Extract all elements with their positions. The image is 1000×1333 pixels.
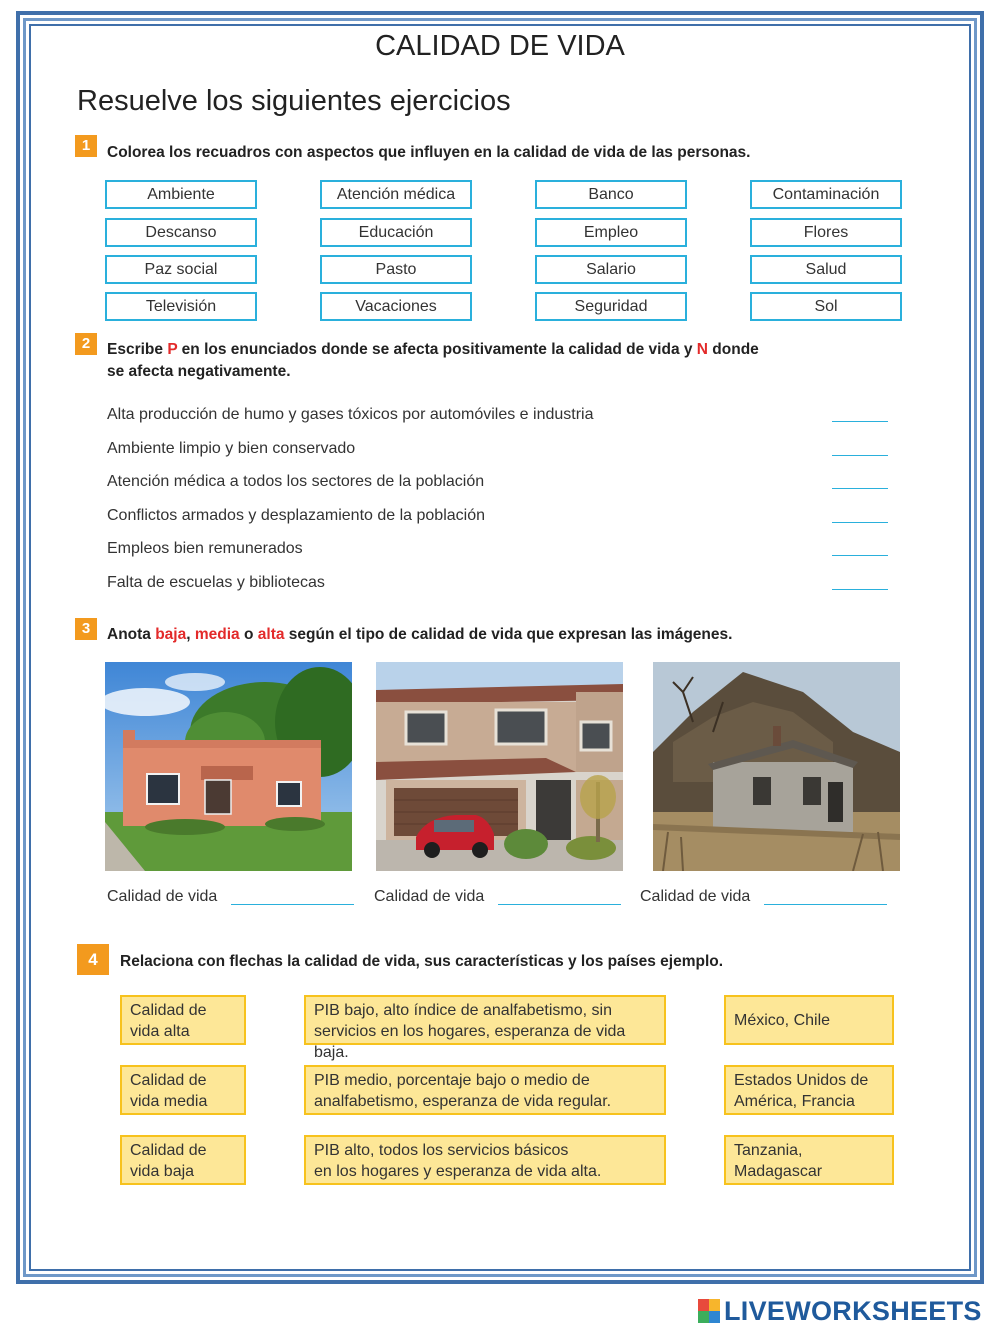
characteristics-box[interactable]: PIB alto, todos los servicios básicos en los hogares y esperanza de vida alta.	[304, 1135, 666, 1185]
color-box[interactable]: Sol	[750, 292, 902, 321]
quality-level-box[interactable]: Calidad de vida alta	[120, 995, 246, 1045]
color-box[interactable]: Paz social	[105, 255, 257, 284]
statement: Atención médica a todos los sectores de la población	[107, 473, 485, 490]
color-box[interactable]: Educación	[320, 218, 472, 247]
color-box[interactable]: Contaminación	[750, 180, 902, 209]
color-box[interactable]: Ambiente	[105, 180, 257, 209]
quality-level-box[interactable]: Calidad de vida baja	[120, 1135, 246, 1185]
answer-blank[interactable]	[832, 421, 888, 422]
exercise-3-instruction: Anota baja, media o alta según el tipo de calidad de vida que expresan las imágenes.	[107, 626, 733, 643]
exercise-4-instruction: Relaciona con flechas la calidad de vida, sus características y los países ejemplo.	[120, 953, 724, 970]
color-box[interactable]: Empleo	[535, 218, 687, 247]
statement: Conflictos armados y desplazamiento de la población	[107, 507, 485, 524]
exercise-1-number: 1	[75, 135, 97, 157]
exercise-2-number: 2	[75, 333, 97, 355]
statement: Ambiente limpio y bien conservado	[107, 440, 356, 457]
page-subtitle: Resuelve los siguientes ejercicios	[77, 85, 511, 117]
photo-2-caption: Calidad de vida	[374, 888, 485, 905]
exercise-3-number: 3	[75, 618, 97, 640]
photo-adobe-house	[105, 662, 352, 871]
answer-blank[interactable]	[832, 555, 888, 556]
photo-suburban-house	[376, 662, 623, 871]
characteristics-box[interactable]: PIB bajo, alto índice de analfabetismo, sin servicios en los hogares, esperanza de vida baja.	[304, 995, 666, 1045]
color-box[interactable]: Salud	[750, 255, 902, 284]
liveworksheets-brand-text: LIVEWORKSHEETS	[724, 1295, 982, 1326]
photo-1-caption: Calidad de vida	[107, 888, 218, 905]
exercise-2-instruction: Escribe P en los enunciados donde se afecta positivamente la calidad de vida y N donde	[107, 341, 759, 358]
statement: Empleos bien remunerados	[107, 540, 303, 557]
answer-blank[interactable]	[832, 455, 888, 456]
color-box[interactable]: Televisión	[105, 292, 257, 321]
color-box[interactable]: Flores	[750, 218, 902, 247]
photo-abandoned-house	[653, 662, 900, 871]
liveworksheets-logo-icon	[698, 1299, 720, 1323]
answer-blank[interactable]	[832, 589, 888, 590]
color-box[interactable]: Salario	[535, 255, 687, 284]
statement: Falta de escuelas y bibliotecas	[107, 574, 325, 591]
characteristics-box[interactable]: PIB medio, porcentaje bajo o medio de analfabetismo, esperanza de vida regular.	[304, 1065, 666, 1115]
page-title: CALIDAD DE VIDA	[375, 30, 625, 62]
color-box[interactable]: Pasto	[320, 255, 472, 284]
exercise-2-instruction-line2: se afecta negativamente.	[107, 363, 291, 380]
statement: Alta producción de humo y gases tóxicos por automóviles e industria	[107, 406, 594, 423]
exercise-4-number: 4	[77, 944, 109, 975]
answer-blank[interactable]	[832, 488, 888, 489]
exercise-1-instruction: Colorea los recuadros con aspectos que influyen en la calidad de vida de las personas.	[107, 144, 751, 161]
photo-2-answer-blank[interactable]	[498, 904, 621, 905]
color-box[interactable]: Banco	[535, 180, 687, 209]
photo-1-answer-blank[interactable]	[231, 904, 354, 905]
quality-level-box[interactable]: Calidad de vida media	[120, 1065, 246, 1115]
countries-box[interactable]: México, Chile	[724, 995, 894, 1045]
countries-box[interactable]: Estados Unidos de América, Francia	[724, 1065, 894, 1115]
color-box[interactable]: Seguridad	[535, 292, 687, 321]
liveworksheets-logo[interactable]	[698, 1297, 982, 1325]
countries-box[interactable]: Tanzania, Madagascar	[724, 1135, 894, 1185]
photo-3-answer-blank[interactable]	[764, 904, 887, 905]
color-box[interactable]: Atención médica	[320, 180, 472, 209]
color-box[interactable]: Descanso	[105, 218, 257, 247]
photo-3-caption: Calidad de vida	[640, 888, 751, 905]
color-box[interactable]: Vacaciones	[320, 292, 472, 321]
answer-blank[interactable]	[832, 522, 888, 523]
